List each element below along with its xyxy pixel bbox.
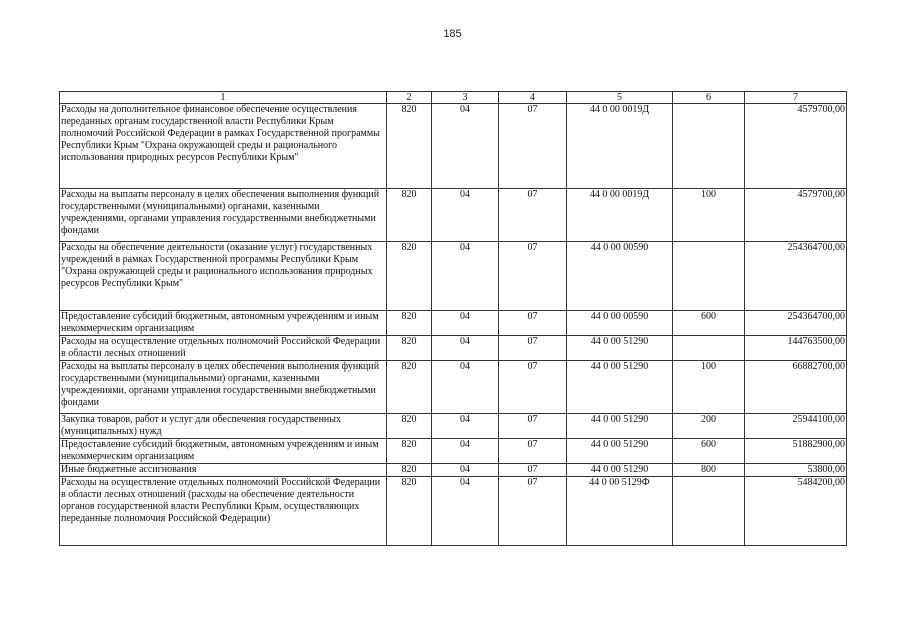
row-description: Расходы на выплаты персоналу в целях обеспечения выполнения функций государственными (муниципальными) органами, казенными учреждениями, органами управления государственными внебюджетными фондами <box>60 189 387 242</box>
row-subsection: 07 <box>499 361 567 414</box>
row-amount: 51882900,00 <box>745 439 847 464</box>
row-expense-type <box>673 242 745 311</box>
row-section: 04 <box>432 104 499 189</box>
row-description: Расходы на осуществление отдельных полномочий Российской Федерации в области лесных отношений <box>60 336 387 361</box>
row-target-article: 44 0 00 0019Д <box>567 104 673 189</box>
row-subsection: 07 <box>499 414 567 439</box>
table-row <box>60 242 847 311</box>
row-target-article: 44 0 00 00590 <box>567 311 673 336</box>
row-subsection: 07 <box>499 189 567 242</box>
row-amount: 66882700,00 <box>745 361 847 414</box>
header-col-1: 1 <box>60 92 387 104</box>
row-amount: 4579700,00 <box>745 189 847 242</box>
table-row <box>60 336 847 361</box>
row-section: 04 <box>432 477 499 546</box>
header-col-3: 3 <box>432 92 499 104</box>
table-row <box>60 439 847 464</box>
row-amount: 254364700,00 <box>745 242 847 311</box>
row-description: Расходы на обеспечение деятельности (оказание услуг) государственных учреждений в рамках Государственной программы Республики Крым "Охрана окружающей среды и рационального использования природных ресурсов Республики Крым" <box>60 242 387 311</box>
row-expense-type <box>673 336 745 361</box>
row-expense-type: 200 <box>673 414 745 439</box>
row-amount: 25944100,00 <box>745 414 847 439</box>
row-target-article: 44 0 00 5129Ф <box>567 477 673 546</box>
row-description: Закупка товаров, работ и услуг для обеспечения государственных (муниципальных) нужд <box>60 414 387 439</box>
row-section: 04 <box>432 361 499 414</box>
row-subsection: 07 <box>499 464 567 477</box>
row-subsection: 07 <box>499 477 567 546</box>
row-amount: 53800,00 <box>745 464 847 477</box>
row-expense-type: 100 <box>673 361 745 414</box>
row-description: Иные бюджетные ассигнования <box>60 464 387 477</box>
header-col-2: 2 <box>387 92 432 104</box>
header-col-5: 5 <box>567 92 673 104</box>
row-target-article: 44 0 00 51290 <box>567 414 673 439</box>
table-row <box>60 361 847 414</box>
row-subsection: 07 <box>499 336 567 361</box>
row-target-article: 44 0 00 51290 <box>567 361 673 414</box>
row-grbs: 820 <box>387 464 432 477</box>
row-expense-type <box>673 104 745 189</box>
header-row <box>60 92 847 104</box>
row-section: 04 <box>432 439 499 464</box>
row-expense-type: 600 <box>673 439 745 464</box>
row-grbs: 820 <box>387 311 432 336</box>
row-target-article: 44 0 00 0019Д <box>567 189 673 242</box>
row-description: Расходы на осуществление отдельных полномочий Российской Федерации в области лесных отношений (расходы на обеспечение деятельности органов государственной власти Республики Крым, осуществляющих переданные полномочия Российской Федерации) <box>60 477 387 546</box>
row-grbs: 820 <box>387 242 432 311</box>
table-row <box>60 311 847 336</box>
row-subsection: 07 <box>499 104 567 189</box>
table-row <box>60 104 847 189</box>
row-grbs: 820 <box>387 104 432 189</box>
table-row <box>60 464 847 477</box>
row-description: Предоставление субсидий бюджетным, автономным учреждениям и иным некоммерческим организациям <box>60 439 387 464</box>
row-grbs: 820 <box>387 414 432 439</box>
header-col-4: 4 <box>499 92 567 104</box>
row-description: Расходы на выплаты персоналу в целях обеспечения выполнения функций государственными (муниципальными) органами, казенными учреждениями, органами управления государственными внебюджетными фондами <box>60 361 387 414</box>
row-target-article: 44 0 00 51290 <box>567 336 673 361</box>
row-subsection: 07 <box>499 311 567 336</box>
page-number: 185 <box>443 28 462 40</box>
row-section: 04 <box>432 242 499 311</box>
row-grbs: 820 <box>387 336 432 361</box>
row-expense-type: 800 <box>673 464 745 477</box>
row-description: Расходы на дополнительное финансовое обеспечение осуществления переданных органам государственной власти Республики Крым полномочий Российской Федерации в рамках Государственной программы Республики Крым "Охрана окружающей среды и рационального использования природных ресурсов Республики Крым" <box>60 104 387 189</box>
row-section: 04 <box>432 464 499 477</box>
header-col-7: 7 <box>745 92 847 104</box>
row-expense-type: 100 <box>673 189 745 242</box>
row-amount: 254364700,00 <box>745 311 847 336</box>
row-target-article: 44 0 00 00590 <box>567 242 673 311</box>
row-amount: 4579700,00 <box>745 104 847 189</box>
row-target-article: 44 0 00 51290 <box>567 439 673 464</box>
row-subsection: 07 <box>499 242 567 311</box>
table-row <box>60 189 847 242</box>
row-expense-type <box>673 477 745 546</box>
row-grbs: 820 <box>387 189 432 242</box>
row-target-article: 44 0 00 51290 <box>567 464 673 477</box>
row-section: 04 <box>432 311 499 336</box>
row-description: Предоставление субсидий бюджетным, автономным учреждениям и иным некоммерческим организациям <box>60 311 387 336</box>
table-row <box>60 414 847 439</box>
row-section: 04 <box>432 336 499 361</box>
header-col-6: 6 <box>673 92 745 104</box>
row-amount: 5484200,00 <box>745 477 847 546</box>
row-grbs: 820 <box>387 361 432 414</box>
budget-table <box>59 91 847 546</box>
row-expense-type: 600 <box>673 311 745 336</box>
row-section: 04 <box>432 414 499 439</box>
row-grbs: 820 <box>387 477 432 546</box>
row-section: 04 <box>432 189 499 242</box>
row-amount: 144763500,00 <box>745 336 847 361</box>
row-subsection: 07 <box>499 439 567 464</box>
table-row <box>60 477 847 546</box>
row-grbs: 820 <box>387 439 432 464</box>
